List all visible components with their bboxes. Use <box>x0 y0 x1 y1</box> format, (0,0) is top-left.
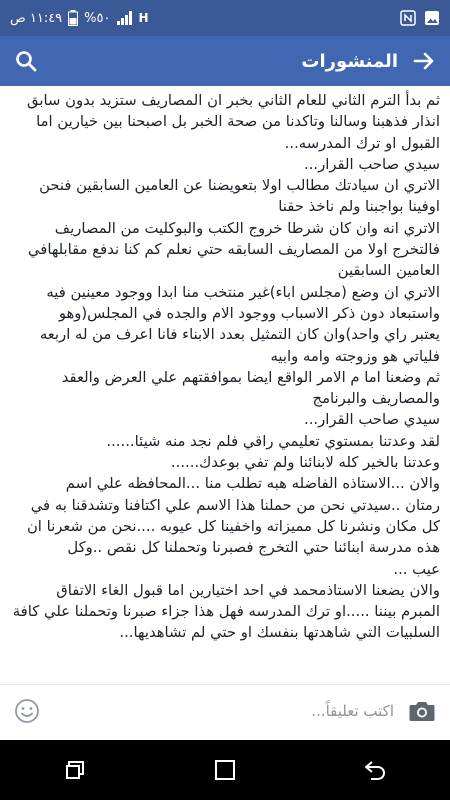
network-type: H <box>138 11 149 25</box>
camera-icon <box>408 699 436 723</box>
clock: ١١:٤٩ ص <box>10 10 63 26</box>
gallery-notification-icon <box>424 10 440 26</box>
post-line: انذار فذهبنا وسالنا وتاكدنا من صحة الخبر بل اصبحنا بين خيارين اما <box>36 113 440 131</box>
post-text <box>10 90 440 644</box>
post-line: والان ...الاستاذه الفاضله هبه تطلب منا ...المحافظه علي اسم <box>65 475 440 493</box>
nfc-icon <box>400 10 416 26</box>
smiley-icon <box>14 698 40 724</box>
signal-icon <box>117 11 133 25</box>
status-bar <box>0 0 450 36</box>
battery-icon <box>68 10 78 26</box>
post-line: وعدتنا بالخير كله لابنائنا ولم تفي بوعدك...... <box>170 454 440 472</box>
status-right <box>400 10 440 26</box>
home-icon <box>214 759 236 781</box>
comment-bar <box>0 684 450 736</box>
system-nav-bar <box>0 740 450 800</box>
app-bar-right <box>301 49 436 73</box>
post-line: الاتري ان وضع (مجلس اباء)غير منتخب منا ابدا ووجود معينين فيه <box>46 283 440 301</box>
nav-home-button[interactable] <box>195 750 255 790</box>
post-content <box>0 86 450 678</box>
back-button[interactable] <box>412 49 436 73</box>
post-line: سيدي صاحب القرار... <box>303 411 440 429</box>
post-line: المبرم بيننا .....او ترك المدرسه فهل هذا جزاء صبرنا وتحملنا علي كافة <box>12 603 440 621</box>
post-line: ثم وضعنا اما م الامر الواقع ايضا بموافقتهم علي العرض والعقد <box>61 368 440 386</box>
post-line: ثم بدأ الترم الثاني للعام الثاني بخبر ان المصاريف ستزيد بدون سابق <box>27 92 440 109</box>
nav-back-button[interactable] <box>345 750 405 790</box>
post-line: والمصاريف والبرنامج <box>312 390 440 408</box>
post-line: هذه مدرسة ابنائنا حتي التخرج فصبرنا وتحملنا كل نقص ..وكل <box>67 539 440 557</box>
app-bar <box>0 36 450 86</box>
arrow-right-icon <box>412 49 436 73</box>
status-left <box>10 10 149 26</box>
post-line: عيب ... <box>393 560 440 578</box>
post-line: الاتري ان سيادتك مطالب اولا بتعويضنا عن العامين السابقين فنحن <box>39 177 440 195</box>
page-title: المنشورات <box>301 50 398 72</box>
post-line: واستبعاد دون ذكر الاسباب ووجود الام والجده في المجلس(وهو <box>58 304 440 322</box>
post-line: اوفينا بواجبنا ولم ناخذ حقنا <box>278 198 440 216</box>
post-line: سيدي صاحب القرار... <box>303 155 440 173</box>
post-line: السلبيات التي شاهدتها بنفسك او حتي لم تشاهديها... <box>119 624 440 642</box>
post-line: كل مكان ونشرنا كل مميزاته واخفينا كل عيوبه ....نحن من شعرنا ان <box>26 517 440 535</box>
search-button[interactable] <box>14 49 38 73</box>
battery-percent: %٥٠ <box>84 10 111 26</box>
post-line: لقد وعدتنا بمستوي تعليمي راقي فلم نجد منه شيئا...... <box>106 432 440 450</box>
post-line: رمتان ..سيدتي نحن من حملنا هذا الاسم علي اكتافنا وتشدقنا به في <box>30 496 440 514</box>
post-line: الاتري انه وان كان شرطا خروج الكتب والبوكليت من المصاريف <box>54 219 440 237</box>
post-line: فالتخرج اولا من المصاريف السابقه حتي نعلم كم كنا ندفع مقابلهافي <box>27 241 440 259</box>
post-line: القبول او ترك المدرسه... <box>284 134 440 152</box>
post-line: العامين السابقين <box>337 262 440 280</box>
post-line: والان يضعنا الاستاذمحمد في احد اختيارين اما قبول الغاء الاتفاق <box>56 581 440 599</box>
search-icon <box>14 49 38 73</box>
comment-input[interactable]: اكتب تعليقاً... <box>311 701 394 720</box>
post-line: فلياتي هو وزوجته وامه وابيه <box>270 347 440 365</box>
recents-icon <box>64 759 86 781</box>
post-line: يعتبر راي واحد)وان كان التمثيل بعدد الابناء فانا اعرف من له اربعه <box>39 326 440 344</box>
back-icon <box>363 759 387 781</box>
nav-recents-button[interactable] <box>45 750 105 790</box>
sticker-button[interactable] <box>14 698 40 724</box>
camera-button[interactable] <box>408 699 436 723</box>
